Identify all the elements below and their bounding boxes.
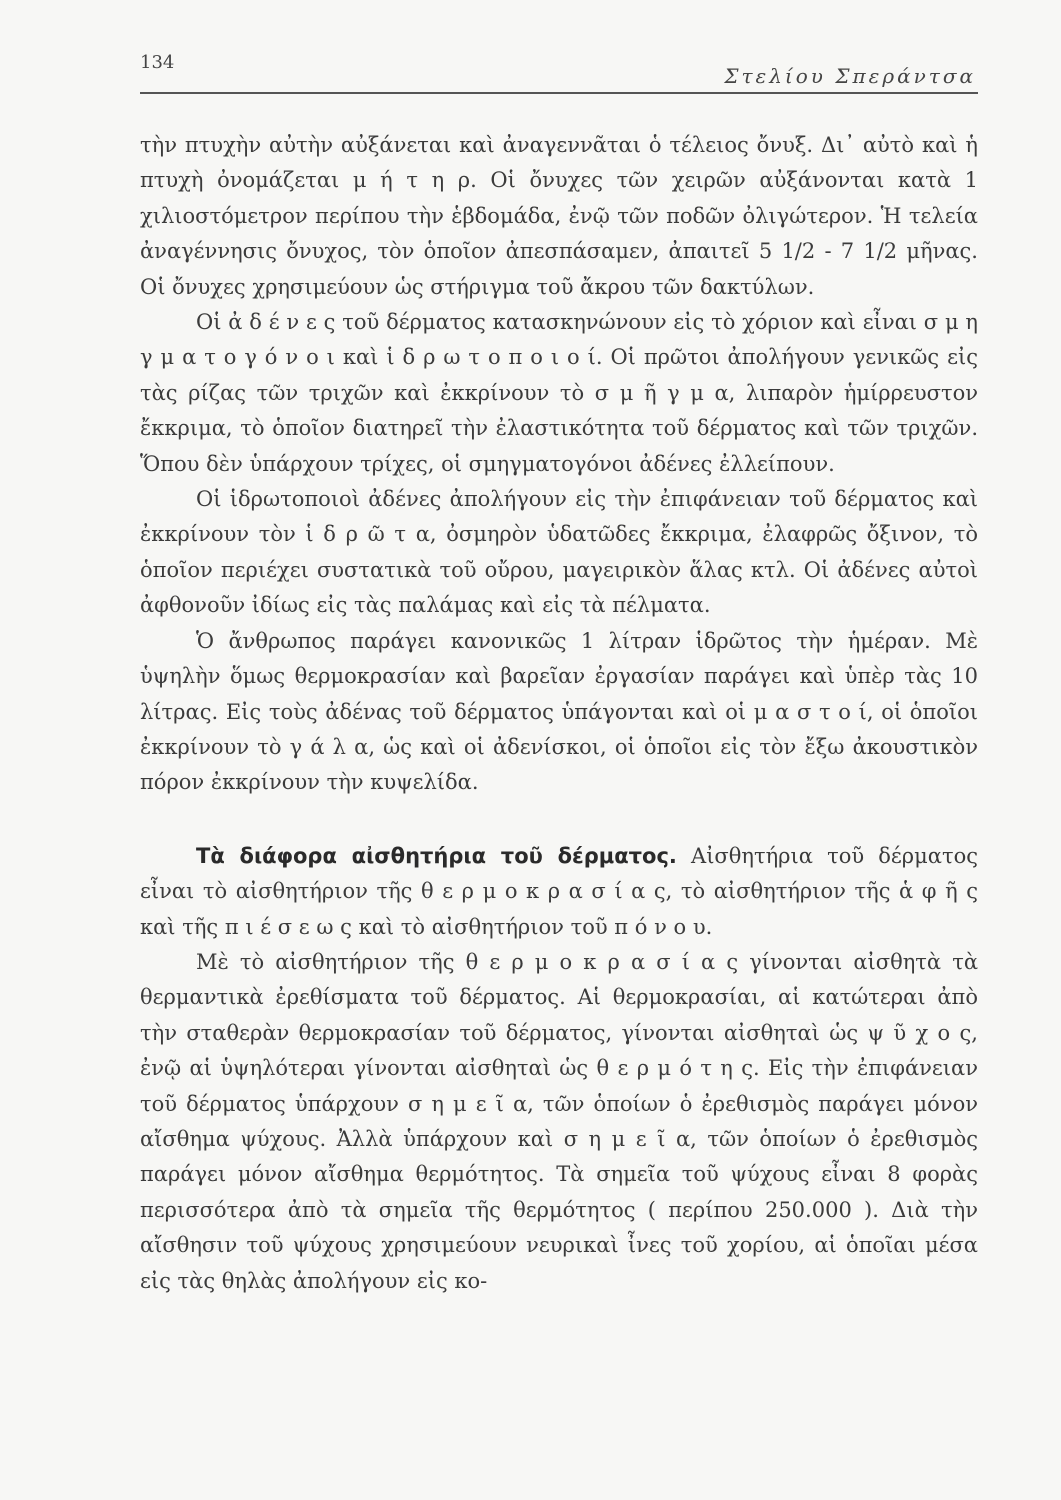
section-gap: [140, 801, 978, 839]
section-lead: Αἰσθητήρια τοῦ δέρματος εἶναι τὸ αἰσθητήριον τῆς θ ε ρ μ ο κ ρ α σ ί α ς, τὸ αἰσθητήριον τῆς ἁ φ ῆ ς καὶ τῆς π ι έ σ ε ω ς καὶ τὸ αἰσθητήριον τοῦ π ό ν ο υ.: [140, 843, 978, 939]
paragraph-sweat-glands: Οἱ ἱδρωτοποιοὶ ἀδένες ἀπολήγουν εἰς τὴν ἐπιφάνειαν τοῦ δέρματος καὶ ἐκκρίνουν τὸν ἱ δ ρ ῶ τ α, ὀσμηρὸν ὑδατῶδες ἔκκριμα, ἐλαφρῶς ὄξινον, τὸ ὁποῖον περιέχει συστατικὰ τοῦ οὔρου, μαγειρικὸν ἅλας κτλ. Οἱ ἀδένες αὐτοὶ ἀφθονοῦν ἰδίως εἰς τὰς παλάμας καὶ εἰς τὰ πέλματα.: [140, 487, 978, 618]
paragraph-sweat-production: Ὁ ἄνθρωπος παράγει κανονικῶς 1 λίτραν ἱδρῶτος τὴν ἡμέραν. Μὲ ὑψηλὴν ὅμως θερμοκρασίαν καὶ βαρεῖαν ἐργασίαν παράγει καὶ ὑπὲρ τὰς 10 λίτρας. Εἰς τοὺς ἀδένας τοῦ δέρματος ὑπάγονται καὶ οἱ μ α σ τ ο ί, οἱ ὁποῖοι ἐκκρίνουν τὸ γ ά λ α, ὡς καὶ οἱ ἀδενίσκοι, οἱ ὁποῖοι εἰς τὸν ἔξω ἀκουστικὸν πόρον ἐκκρίνουν τὴν κυψελίδα.: [140, 628, 978, 795]
paragraph-glands: Οἱ ἀ δ έ ν ε ς τοῦ δέρματος κατασκηνώνουν εἰς τὸ χόριον καὶ εἶναι σ μ η γ μ α τ ο γ ό ν ο ι καὶ ἱ δ ρ ω τ ο π ο ι ο ί. Οἱ πρῶτοι ἀπολήγουν γενικῶς εἰς τὰς ρίζας τῶν τριχῶν καὶ ἐκκρίνουν τὸ σ μ ῆ γ μ α, λιπαρὸν ἡμίρρευστον ἔκκριμα, τὸ ὁποῖον διατηρεῖ τὴν ἐλαστικότητα τοῦ δέρματος καὶ τῶν τριχῶν. Ὅπου δὲν ὑπάρχουν τρίχες, οἱ σμηγματογόνοι ἀδένες ἐλλείπουν.: [140, 310, 978, 476]
paragraph-temperature-sense: Μὲ τὸ αἰσθητήριον τῆς θ ε ρ μ ο κ ρ α σ ί α ς γίνονται αἰσθητὰ τὰ θερμαντικὰ ἐρεθίσματα τοῦ δέρματος. Αἱ θερμοκρασίαι, αἱ κατώτεραι ἀπὸ τὴν σταθερὰν θερμοκρασίαν τοῦ δέρματος, γίνονται αἰσθηταὶ ὡς ψ ῦ χ ο ς, ἐνῷ αἱ ὑψηλότεραι γίνονται αἰσθηταὶ ὡς θ ε ρ μ ό τ η ς. Εἰς τὴν ἐπιφάνειαν τοῦ δέρματος ὑπάρχουν σ η μ ε ῖ α, τῶν ὁποίων ὁ ἐρεθισμὸς παράγει μόνον αἴσθημα ψύχους. Ἀλλὰ ὑπάρχουν καὶ σ η μ ε ῖ α, τῶν ὁποίων ὁ ἐρεθισμὸς παράγει μόνον αἴσθημα θερμότητος. Τὰ σημεῖα τοῦ ψύχους εἶναι 8 φορὰς περισσότερα ἀπὸ τὰ σημεῖα τῆς θερμότητος ( περίπου 250.000 ). Διὰ τὴν αἴσθησιν τοῦ ψύχους χρησιμεύουν νευρικαὶ ἶνες τοῦ χορίου, αἱ ὁποῖαι μέσα εἰς τὰς θηλὰς ἀπολήγουν εἰς κο-: [140, 949, 978, 1293]
paragraph-nail: τὴν πτυχὴν αὐτὴν αὐξάνεται καὶ ἀναγεννᾶται ὁ τέλειος ὄνυξ. Δι᾽ αὐτὸ καὶ ἡ πτυχὴ ὀνομάζεται μ ή τ η ρ. Οἱ ὄνυχες τῶν χειρῶν αὐξάνονται κατὰ 1 χιλιοστόμετρον περίπου τὴν ἑβδομάδα, ἐνῷ τῶν ποδῶν ὀλιγώτερον. Ἡ τελεία ἀναγέννησις ὄνυχος, τὸν ὁποῖον ἀπεσπάσαμεν, ἀπαιτεῖ 5 1/2 - 7 1/2 μῆνας. Οἱ ὄνυχες χρησιμεύουν ὡς στήριγμα τοῦ ἄκρου τῶν δακτύλων.: [140, 133, 978, 299]
section-heading: Τὰ διάφορα αἰσθητήρια τοῦ δέρματος.: [196, 843, 677, 868]
body-text: [140, 128, 978, 1299]
page-number: 134: [140, 52, 175, 73]
section-intro: [140, 839, 978, 945]
running-head: Στελίου Σπεράντσα: [724, 64, 976, 88]
page-header: [140, 46, 978, 94]
